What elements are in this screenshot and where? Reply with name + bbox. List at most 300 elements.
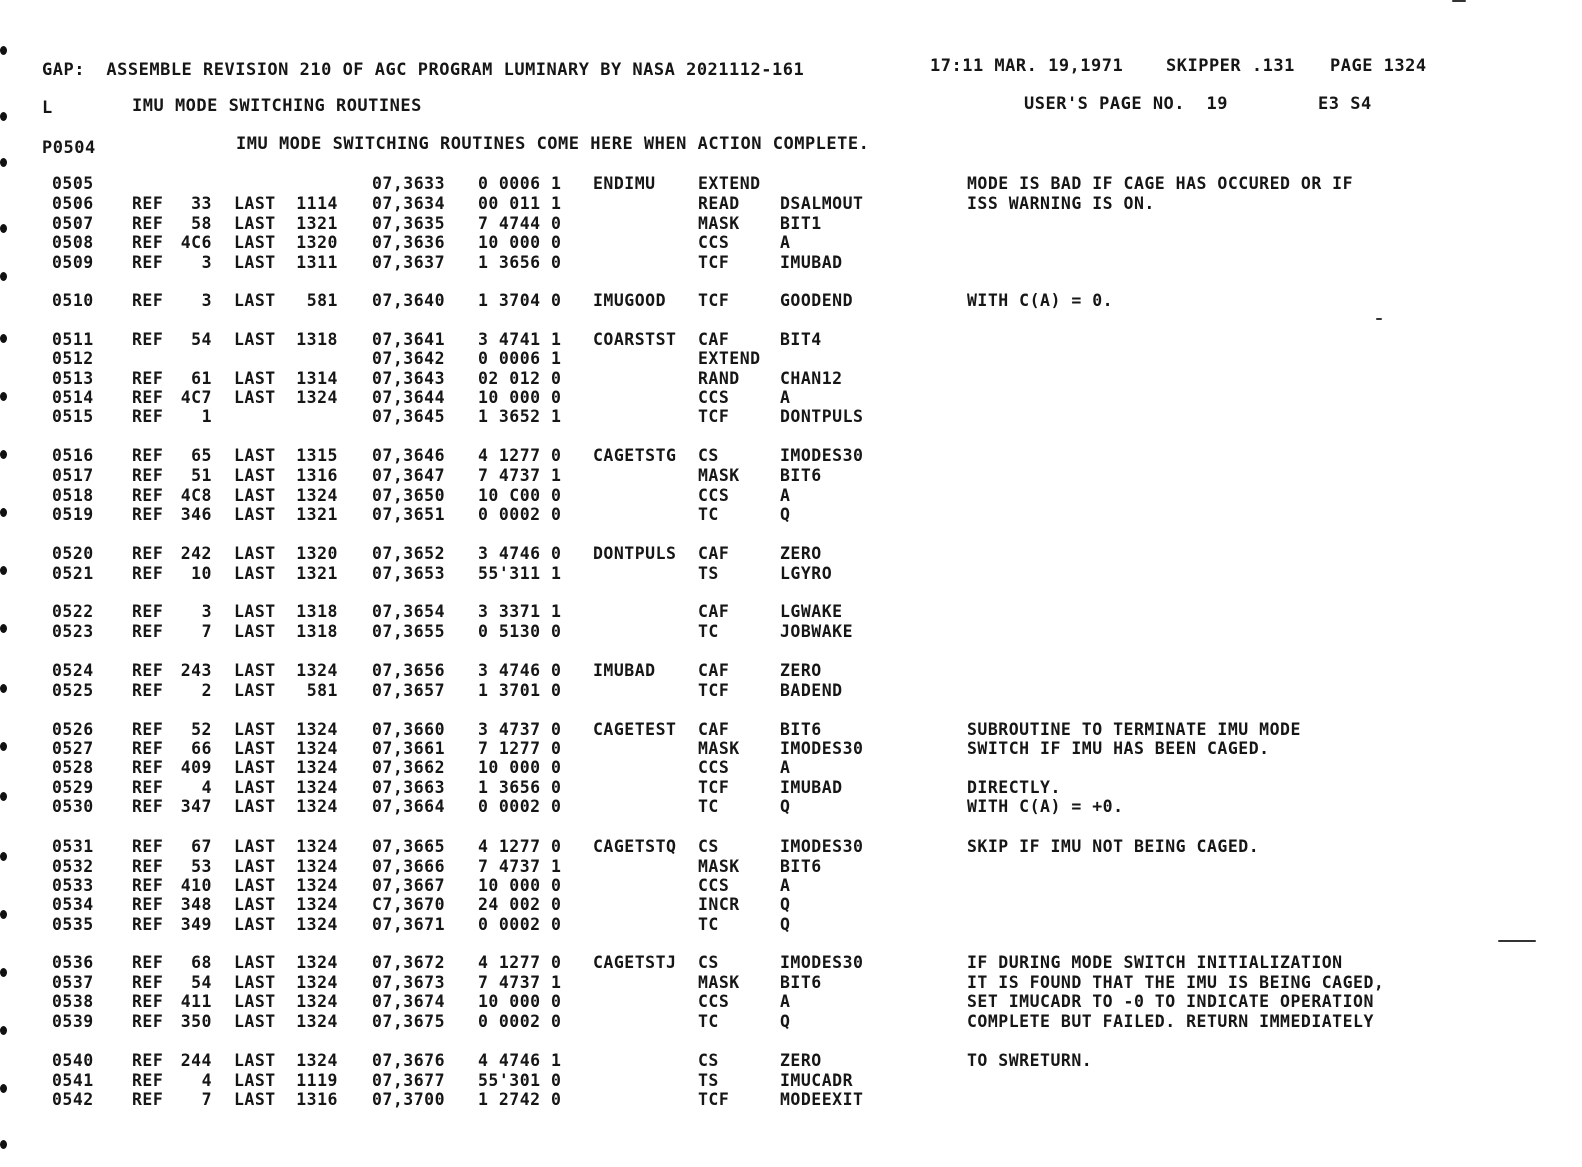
ref-count: 33 [191, 194, 212, 213]
last-page: 1324 [296, 739, 338, 758]
memory-address: 07,3637 [372, 253, 446, 272]
opcode: MASK [698, 214, 740, 233]
margin-dot [0, 910, 7, 919]
listing-row [0, 330, 1582, 350]
last-page: 1321 [296, 505, 338, 524]
listing-row [0, 758, 1582, 778]
user-page-number: USER'S PAGE NO. 19 [1024, 94, 1228, 114]
last-keyword: LAST [234, 661, 276, 680]
operand: Q [780, 915, 791, 934]
ref-count: 3 [201, 291, 212, 310]
opcode: MASK [698, 857, 740, 876]
listing-row [0, 369, 1582, 389]
operand: Q [780, 797, 791, 816]
ref-count: 350 [180, 1012, 212, 1031]
ref-count: 3 [201, 602, 212, 621]
memory-address: 07,3650 [372, 486, 446, 505]
operand: IMODES30 [780, 739, 864, 758]
ref-count: 4C8 [180, 486, 212, 505]
opcode: TCF [698, 1090, 730, 1109]
last-keyword: LAST [234, 1090, 276, 1109]
listing-row [0, 953, 1582, 973]
line-number: 0522 [52, 602, 94, 621]
opcode: CAF [698, 602, 730, 621]
line-number: 0532 [52, 857, 94, 876]
listing-row [0, 407, 1582, 427]
symbol-label: CAGETEST [593, 720, 677, 739]
memory-address: 07,3700 [372, 1090, 446, 1109]
line-number: 0539 [52, 1012, 94, 1031]
symbol-label: DONTPULS [593, 544, 677, 563]
octal-code: 0 5130 0 [478, 622, 562, 641]
opcode: INCR [698, 895, 740, 914]
octal-code: 7 4737 1 [478, 466, 562, 485]
opcode: CAF [698, 330, 730, 349]
comment: WITH C(A) = +0. [967, 797, 1124, 816]
listing-row [0, 876, 1582, 896]
ref-keyword: REF [132, 661, 164, 680]
listing-row [0, 739, 1582, 759]
comment: MODE IS BAD IF CAGE HAS OCCURED OR IF [967, 174, 1354, 193]
log-marker: L [42, 98, 53, 118]
memory-address: 07,3655 [372, 622, 446, 641]
line-number: 0520 [52, 544, 94, 563]
last-page: 1320 [296, 233, 338, 252]
last-keyword: LAST [234, 446, 276, 465]
line-number: 0536 [52, 953, 94, 972]
margin-dot [0, 624, 7, 633]
last-keyword: LAST [234, 1012, 276, 1031]
octal-code: 3 3371 1 [478, 602, 562, 621]
memory-address: 07,3651 [372, 505, 446, 524]
memory-address: 07,3645 [372, 407, 446, 426]
margin-dot [0, 158, 7, 167]
last-page: 1324 [296, 953, 338, 972]
line-number: 0511 [52, 330, 94, 349]
last-page: 1324 [296, 895, 338, 914]
octal-code: 02 012 0 [478, 369, 562, 388]
last-keyword: LAST [234, 622, 276, 641]
operand: JOBWAKE [780, 622, 854, 641]
last-keyword: LAST [234, 388, 276, 407]
opcode: CCS [698, 388, 730, 407]
last-keyword: LAST [234, 876, 276, 895]
line-number: 0534 [52, 895, 94, 914]
ref-keyword: REF [132, 214, 164, 233]
last-page: 1119 [296, 1071, 338, 1090]
operand: ZERO [780, 661, 822, 680]
octal-code: 4 4746 1 [478, 1051, 562, 1070]
listing-row [0, 797, 1582, 817]
print-speck [1452, 0, 1466, 2]
comment: ISS WARNING IS ON. [967, 194, 1155, 213]
last-keyword: LAST [234, 992, 276, 1011]
opcode: CS [698, 837, 719, 856]
octal-code: 4 1277 0 [478, 837, 562, 856]
ref-count: 346 [180, 505, 212, 524]
ref-keyword: REF [132, 622, 164, 641]
last-keyword: LAST [234, 291, 276, 310]
last-keyword: LAST [234, 1051, 276, 1070]
margin-dot [0, 792, 7, 801]
margin-dot [0, 392, 7, 401]
line-number: 0535 [52, 915, 94, 934]
symbol-label: CAGETSTQ [593, 837, 677, 856]
margin-dot [0, 450, 7, 459]
opcode: MASK [698, 739, 740, 758]
octal-code: 7 1277 0 [478, 739, 562, 758]
last-keyword: LAST [234, 369, 276, 388]
memory-address: 07,3671 [372, 915, 446, 934]
operand: LGWAKE [780, 602, 843, 621]
operand: BIT6 [780, 720, 822, 739]
margin-dot [0, 852, 7, 861]
listing-row [0, 388, 1582, 408]
memory-address: 07,3676 [372, 1051, 446, 1070]
operand: A [780, 233, 791, 252]
opcode: EXTEND [698, 174, 761, 193]
operand: Q [780, 895, 791, 914]
memory-address: 07,3660 [372, 720, 446, 739]
ref-keyword: REF [132, 233, 164, 252]
listing-row [0, 915, 1582, 935]
last-keyword: LAST [234, 564, 276, 583]
ref-keyword: REF [132, 758, 164, 777]
memory-address: 07,3634 [372, 194, 446, 213]
listing-row [0, 486, 1582, 506]
line-number: 0530 [52, 797, 94, 816]
last-page: 1324 [296, 837, 338, 856]
line-number: 0526 [52, 720, 94, 739]
ref-keyword: REF [132, 486, 164, 505]
octal-code: 3 4741 1 [478, 330, 562, 349]
ref-keyword: REF [132, 915, 164, 934]
opcode: CAF [698, 544, 730, 563]
operand: DSALMOUT [780, 194, 864, 213]
memory-address: 07,3647 [372, 466, 446, 485]
operand: DONTPULS [780, 407, 864, 426]
ref-count: 51 [191, 466, 212, 485]
last-keyword: LAST [234, 857, 276, 876]
listing-row [0, 1051, 1582, 1071]
listing-row [0, 681, 1582, 701]
operand: IMUBAD [780, 778, 843, 797]
operand: IMODES30 [780, 953, 864, 972]
memory-address: 07,3643 [372, 369, 446, 388]
opcode: CCS [698, 758, 730, 777]
ref-count: 410 [180, 876, 212, 895]
opcode: TS [698, 1071, 719, 1090]
memory-address: 07,3642 [372, 349, 446, 368]
operand: A [780, 486, 791, 505]
ref-keyword: REF [132, 1071, 164, 1090]
listing-row [0, 661, 1582, 681]
memory-address: 07,3646 [372, 446, 446, 465]
margin-dot [0, 566, 7, 575]
last-page: 1324 [296, 486, 338, 505]
line-number: 0506 [52, 194, 94, 213]
ref-keyword: REF [132, 194, 164, 213]
ref-keyword: REF [132, 330, 164, 349]
margin-dot [0, 1026, 7, 1035]
ref-count: 349 [180, 915, 212, 934]
ref-count: 244 [180, 1051, 212, 1070]
line-number: 0517 [52, 466, 94, 485]
ref-keyword: REF [132, 973, 164, 992]
margin-dot [0, 1140, 7, 1149]
last-keyword: LAST [234, 486, 276, 505]
sheet-code: E3 S4 [1318, 94, 1372, 114]
octal-code: 7 4737 1 [478, 857, 562, 876]
last-keyword: LAST [234, 602, 276, 621]
last-keyword: LAST [234, 973, 276, 992]
octal-code: 4 1277 0 [478, 953, 562, 972]
ref-count: 68 [191, 953, 212, 972]
line-number: 0519 [52, 505, 94, 524]
octal-code: 0 0006 1 [478, 349, 562, 368]
octal-code: 55'301 0 [478, 1071, 562, 1090]
comment: DIRECTLY. [967, 778, 1061, 797]
last-page: 1321 [296, 564, 338, 583]
octal-code: 1 3652 1 [478, 407, 562, 426]
line-number: 0531 [52, 837, 94, 856]
margin-dot [0, 272, 7, 281]
last-keyword: LAST [234, 797, 276, 816]
last-page: 1324 [296, 857, 338, 876]
last-page: 1314 [296, 369, 338, 388]
ref-count: 3 [201, 253, 212, 272]
opcode: CS [698, 953, 719, 972]
last-keyword: LAST [234, 466, 276, 485]
page-number: PAGE 1324 [1330, 56, 1427, 76]
octal-code: 1 3701 0 [478, 681, 562, 700]
ref-keyword: REF [132, 720, 164, 739]
opcode: TC [698, 797, 719, 816]
octal-code: 1 3704 0 [478, 291, 562, 310]
ref-keyword: REF [132, 1012, 164, 1031]
octal-code: 10 000 0 [478, 992, 562, 1011]
comment: SUBROUTINE TO TERMINATE IMU MODE [967, 720, 1301, 739]
ref-count: 4C6 [180, 233, 212, 252]
octal-code: 1 3656 0 [478, 253, 562, 272]
line-number: 0533 [52, 876, 94, 895]
ref-keyword: REF [132, 466, 164, 485]
memory-address: 07,3675 [372, 1012, 446, 1031]
print-speck [1376, 318, 1382, 320]
operand: ZERO [780, 544, 822, 563]
octal-code: 0 0002 0 [478, 915, 562, 934]
operand: BIT6 [780, 857, 822, 876]
last-keyword: LAST [234, 194, 276, 213]
memory-address: 07,3657 [372, 681, 446, 700]
symbol-label: ENDIMU [593, 174, 656, 193]
comment: WITH C(A) = 0. [967, 291, 1114, 310]
last-keyword: LAST [234, 837, 276, 856]
line-number: 0509 [52, 253, 94, 272]
opcode: CS [698, 1051, 719, 1070]
ref-keyword: REF [132, 564, 164, 583]
margin-dot [0, 224, 7, 233]
last-page: 1316 [296, 466, 338, 485]
listing-row [0, 1090, 1582, 1110]
memory-address: 07,3654 [372, 602, 446, 621]
symbol-label: COARSTST [593, 330, 677, 349]
margin-dot [0, 684, 7, 693]
octal-code: 00 011 1 [478, 194, 562, 213]
listing-row [0, 194, 1582, 214]
line-number: 0538 [52, 992, 94, 1011]
listing-row [0, 720, 1582, 740]
comment: COMPLETE BUT FAILED. RETURN IMMEDIATELY [967, 1012, 1374, 1031]
last-page: 1318 [296, 330, 338, 349]
memory-address: 07,3652 [372, 544, 446, 563]
operand: A [780, 758, 791, 777]
listing-row [0, 973, 1582, 993]
listing-row [0, 602, 1582, 622]
opcode: CS [698, 446, 719, 465]
operand: IMODES30 [780, 837, 864, 856]
comment: SKIP IF IMU NOT BEING CAGED. [967, 837, 1260, 856]
margin-dot [0, 508, 7, 517]
listing-row [0, 349, 1582, 369]
listing-row [0, 174, 1582, 194]
ref-count: 411 [180, 992, 212, 1011]
line-number: 0542 [52, 1090, 94, 1109]
last-page: 1324 [296, 720, 338, 739]
ref-count: 242 [180, 544, 212, 563]
opcode: TCF [698, 681, 730, 700]
last-page: 1324 [296, 1051, 338, 1070]
operand: IMUBAD [780, 253, 843, 272]
ref-count: 2 [201, 681, 212, 700]
opcode: RAND [698, 369, 740, 388]
ref-count: 4 [201, 778, 212, 797]
line-number: 0524 [52, 661, 94, 680]
operand: BIT4 [780, 330, 822, 349]
ref-count: 4C7 [180, 388, 212, 407]
operand: BADEND [780, 681, 843, 700]
ref-count: 54 [191, 330, 212, 349]
margin-dot [0, 334, 7, 343]
ref-count: 243 [180, 661, 212, 680]
last-keyword: LAST [234, 778, 276, 797]
listing-row [0, 837, 1582, 857]
comment: SWITCH IF IMU HAS BEEN CAGED. [967, 739, 1270, 758]
last-page: 1324 [296, 388, 338, 407]
last-keyword: LAST [234, 720, 276, 739]
listing-row [0, 1012, 1582, 1032]
comment: IT IS FOUND THAT THE IMU IS BEING CAGED, [967, 973, 1385, 992]
opcode: MASK [698, 466, 740, 485]
last-page: 1324 [296, 661, 338, 680]
operand: MODEEXIT [780, 1090, 864, 1109]
memory-address: 07,3672 [372, 953, 446, 972]
operand: IMUCADR [780, 1071, 854, 1090]
operand: BIT1 [780, 214, 822, 233]
listing-row [0, 233, 1582, 253]
opcode: READ [698, 194, 740, 213]
last-page: 1321 [296, 214, 338, 233]
listing-row [0, 505, 1582, 525]
symbol-label: CAGETSTG [593, 446, 677, 465]
last-keyword: LAST [234, 1071, 276, 1090]
opcode: CCS [698, 876, 730, 895]
octal-code: 3 4746 0 [478, 661, 562, 680]
listing-row [0, 1071, 1582, 1091]
margin-dot [0, 968, 7, 977]
ref-count: 54 [191, 973, 212, 992]
ref-keyword: REF [132, 1051, 164, 1070]
ref-keyword: REF [132, 992, 164, 1011]
ref-keyword: REF [132, 253, 164, 272]
margin-dot [0, 112, 7, 121]
line-number: 0523 [52, 622, 94, 641]
line-number: 0541 [52, 1071, 94, 1090]
operand: BIT6 [780, 973, 822, 992]
ref-count: 67 [191, 837, 212, 856]
line-number: 0510 [52, 291, 94, 310]
operand: CHAN12 [780, 369, 843, 388]
opcode: TCF [698, 407, 730, 426]
octal-code: 1 2742 0 [478, 1090, 562, 1109]
page-comment: IMU MODE SWITCHING ROUTINES COME HERE WHEN ACTION COMPLETE. [236, 134, 870, 154]
listing-row [0, 857, 1582, 877]
octal-code: 10 000 0 [478, 758, 562, 777]
memory-address: 07,3674 [372, 992, 446, 1011]
listing-row [0, 622, 1582, 642]
memory-address: 07,3644 [372, 388, 446, 407]
opcode: TC [698, 622, 719, 641]
last-page: 1316 [296, 1090, 338, 1109]
memory-address: 07,3635 [372, 214, 446, 233]
listing-row [0, 214, 1582, 234]
program-header: GAP: ASSEMBLE REVISION 210 OF AGC PROGRAM LUMINARY BY NASA 2021112-161 [42, 60, 805, 80]
opcode: TS [698, 564, 719, 583]
last-keyword: LAST [234, 681, 276, 700]
ref-count: 65 [191, 446, 212, 465]
octal-code: 3 4737 0 [478, 720, 562, 739]
last-page: 1324 [296, 876, 338, 895]
memory-address: 07,3653 [372, 564, 446, 583]
ref-keyword: REF [132, 505, 164, 524]
line-number: 0518 [52, 486, 94, 505]
octal-code: 55'311 1 [478, 564, 562, 583]
ref-keyword: REF [132, 291, 164, 310]
opcode: CAF [698, 661, 730, 680]
ref-keyword: REF [132, 544, 164, 563]
line-number: 0516 [52, 446, 94, 465]
ref-keyword: REF [132, 739, 164, 758]
listing-row [0, 446, 1582, 466]
last-page: 1324 [296, 992, 338, 1011]
ref-count: 7 [201, 1090, 212, 1109]
last-page: 1318 [296, 602, 338, 621]
symbol-label: IMUGOOD [593, 291, 667, 310]
listing-row [0, 564, 1582, 584]
last-page: 1318 [296, 622, 338, 641]
octal-code: 10 000 0 [478, 876, 562, 895]
symbol-label: CAGETSTJ [593, 953, 677, 972]
listing-row [0, 895, 1582, 915]
memory-address: 07,3662 [372, 758, 446, 777]
octal-code: 0 0006 1 [478, 174, 562, 193]
ref-count: 52 [191, 720, 212, 739]
line-number: 0525 [52, 681, 94, 700]
line-number: 0507 [52, 214, 94, 233]
memory-address: 07,3641 [372, 330, 446, 349]
octal-code: 7 4744 0 [478, 214, 562, 233]
memory-address: 07,3664 [372, 797, 446, 816]
